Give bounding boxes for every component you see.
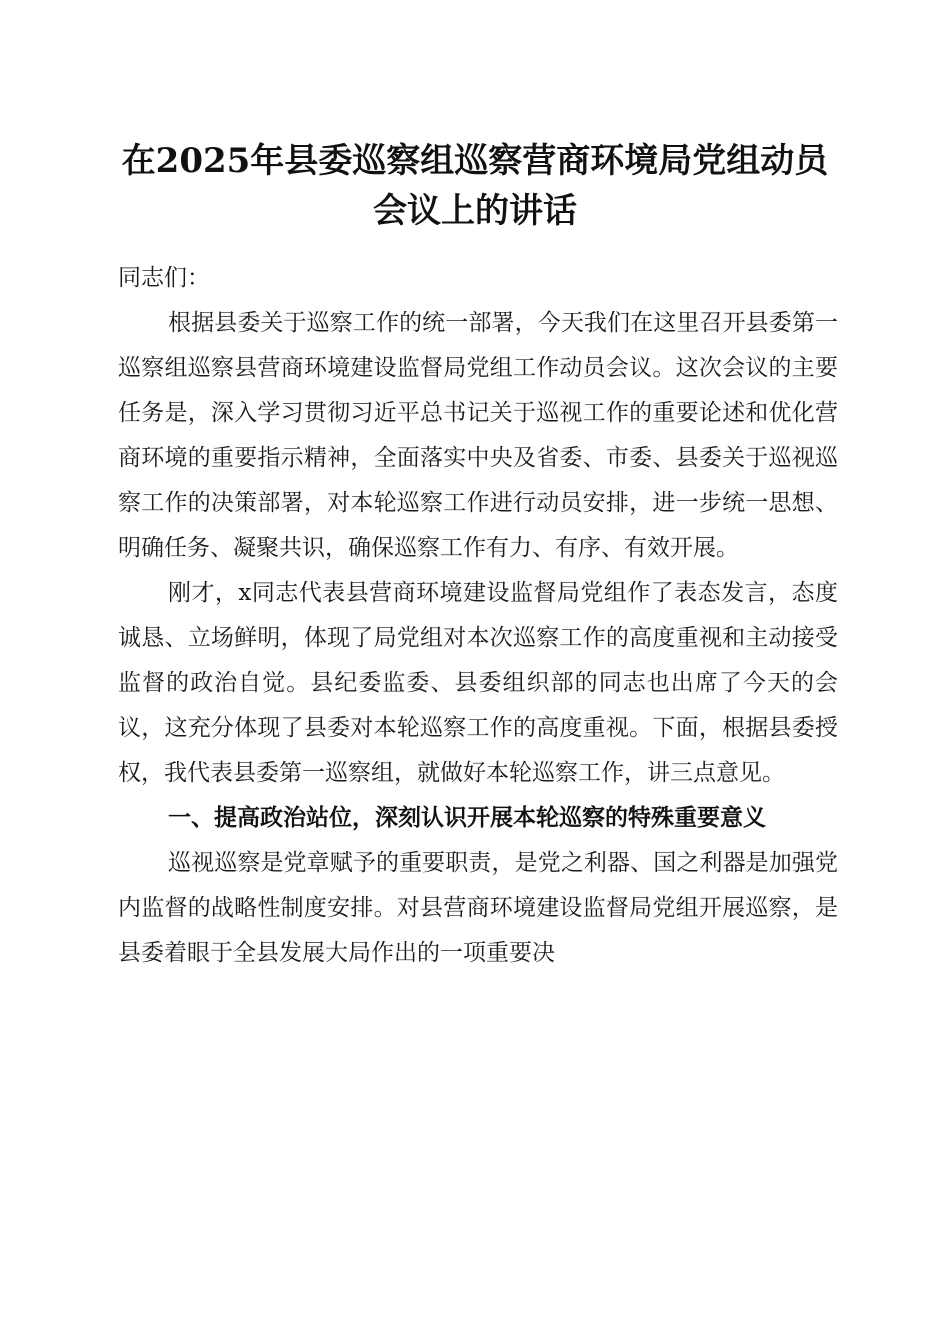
document-body <box>118 256 838 976</box>
paragraph-1: 根据县委关于巡察工作的统一部署，今天我们在这里召开县委第一巡察组巡察县营商环境建设监督局党组工作动员会议。这次会议的主要任务是，深入学习贯彻习近平总书记关于巡视工作的重要论述和优化营商环境的重要指示精神，全面落实中央及省委、市委、县委关于巡视巡察工作的决策部署，对本轮巡察工作进行动员安排，进一步统一思想、明确任务、凝聚共识，确保巡察工作有力、有序、有效开展。 <box>118 310 838 561</box>
salutation: 同志们： <box>118 265 210 291</box>
section-heading: 一、提高政治站位，深刻认识开展本轮巡察的特殊重要意义 <box>168 805 766 831</box>
document-title: 在2025年县委巡察组巡察营商环境局党组动员会议上的讲话 <box>121 141 829 231</box>
section-paragraph: 巡视巡察是党章赋予的重要职责，是党之利器、国之利器是加强党内监督的战略性制度安排。对县营商环境建设监督局党组开展巡察，是县委着眼于全县发展大局作出的一项重要决 <box>118 850 838 966</box>
paragraph-2: 刚才，x同志代表县营商环境建设监督局党组作了表态发言，态度诚恳、立场鲜明，体现了局党组对本次巡察工作的高度重视和主动接受监督的政治自觉。县纪委监委、县委组织部的同志也出席了今天的会议，这充分体现了县委对本轮巡察工作的高度重视。下面，根据县委授权，我代表县委第一巡察组，就做好本轮巡察工作，讲三点意见。 <box>118 580 838 786</box>
